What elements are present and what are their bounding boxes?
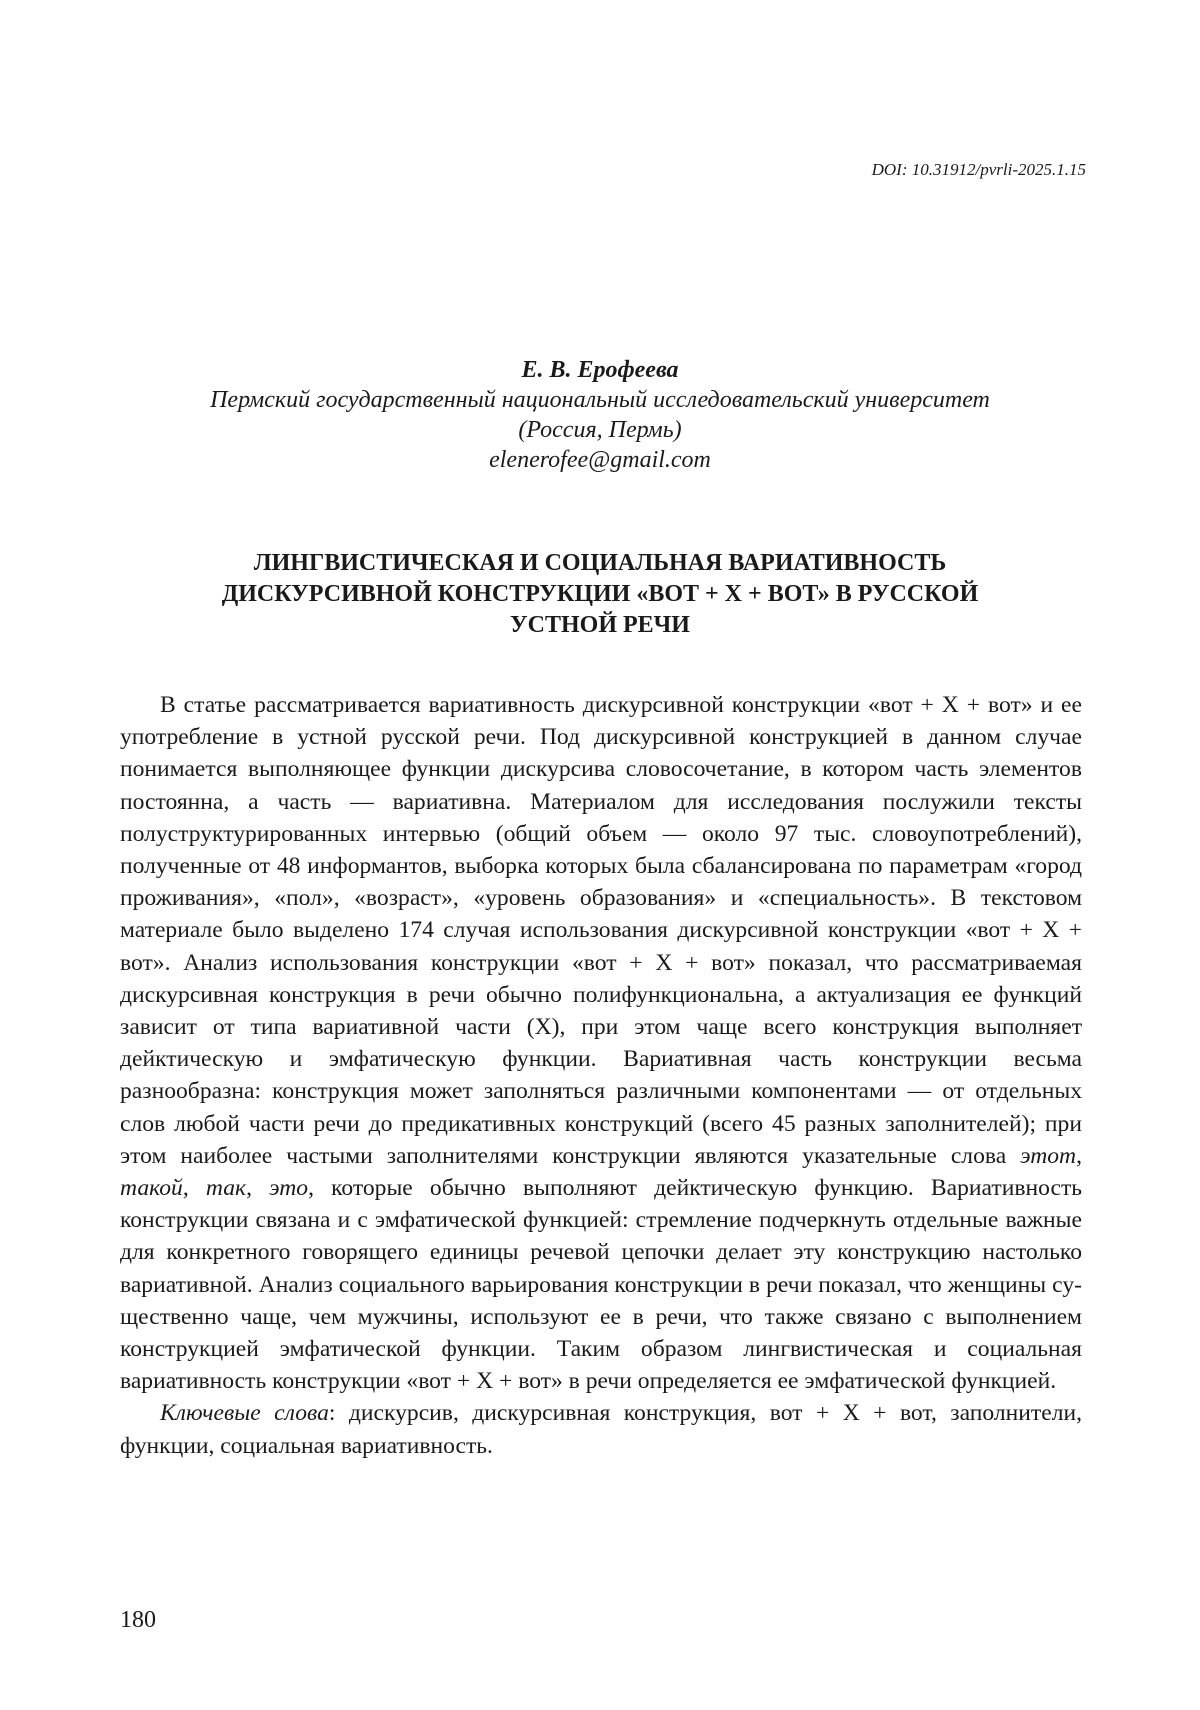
page-number: 180 [120,1607,156,1633]
abstract-part-2: , которые обычно выполняют дейктическую функцию. Вариативность конструкции связана и с эмфатической функцией: стремление подчеркнуть отдельные важные для конкретного говорящего единицы речевой цепочки делает эту конструкцию настолько вариативной. Анализ социального варьирования конструкции в речи показал, что женщины существенно чаще, чем мужчины, используют ее в речи, что также связано с выполнением конструкцией эмфатической функции. Таким образом лингвистическая и социальная вариативность конструкции «вот + Х + вот» в речи определяется ее эмфатической функцией. [120,1175,1083,1395]
article-body [120,689,1082,1462]
article-title [120,548,1080,641]
title-line-1: ЛИНГВИСТИЧЕСКАЯ И СОЦИАЛЬНАЯ ВАРИАТИВНОСТЬ [253,550,947,576]
doi: DOI: 10.31912/pvrli-2025.1.15 [871,160,1086,179]
author-block [120,355,1080,475]
title-line-3: УСТНОЙ РЕЧИ [510,612,690,638]
abstract-italic-word-3: так [205,1175,247,1202]
abstract-italic-word-4: это [269,1175,309,1202]
abstract-sep-1: , [1076,1142,1082,1169]
abstract-italic-word-2: такой [120,1175,183,1202]
author-name: Е. В. Ерофеева [521,357,679,383]
author-affiliation: Пермский государственный национальный исследовательский университет [210,387,990,413]
abstract-part-1: В статье рассматривается вариативность дискурсивной конструкции «вот + Х + вот» и ее употребление в устной русской речи. Под дискурсивной конструкцией в данном случае понимается выполняющее функции дискурсива словосочетание, в котором часть элементов постоянна, а часть — вариативна. Материалом для исследования послужили тексты полуструктурированных интервью (общий объем — около 97 тыс. словоупотреблений), полученные от 48 информантов, выборка которых была сбалансирована по параметрам «город проживания», «пол», «возраст», «уровень образования» и «специальность». В текстовом материале было выделено 174 случая использования дискурсивной конструкции «вот + Х + вот». Анализ использования конструкции «вот + Х + вот» показал, что рассматриваемая дискурсивная конструкция в речи обычно полифункциональна, а актуализация ее функций зависит от типа вариативной части (Х), при этом чаще всего конструкция выполняет дейктическую и эмфатическую функции. Вариативная часть конструкции весьма разнообразна: конструкция может заполняться различными компонентами — от отдельных слов любой части речи до предикативных конструкций (всего 45 разных заполнителей); при этом наиболее частыми заполнителями конструкции являются указательные слова [120,692,1082,1169]
abstract-sep-3: , [246,1175,270,1202]
author-email: elenerofee@gmail.com [489,447,711,473]
keywords-paragraph [120,1397,1082,1461]
abstract-italic-word-1: этот [1020,1142,1077,1169]
author-location: (Россия, Пермь) [518,417,682,443]
title-line-2: ДИСКУРСИВНОЙ КОНСТРУКЦИИ «ВОТ + Х + ВОТ» В РУССКОЙ [221,581,979,607]
abstract-sep-2: , [182,1175,206,1202]
keywords-label: Ключевые слова [160,1400,329,1427]
keywords-text: : дискурсив, дискурсивная конструкция, вот + Х + вот, заполнители, функции, социальная вариативность. [120,1400,1082,1459]
abstract-paragraph [120,689,1082,1397]
